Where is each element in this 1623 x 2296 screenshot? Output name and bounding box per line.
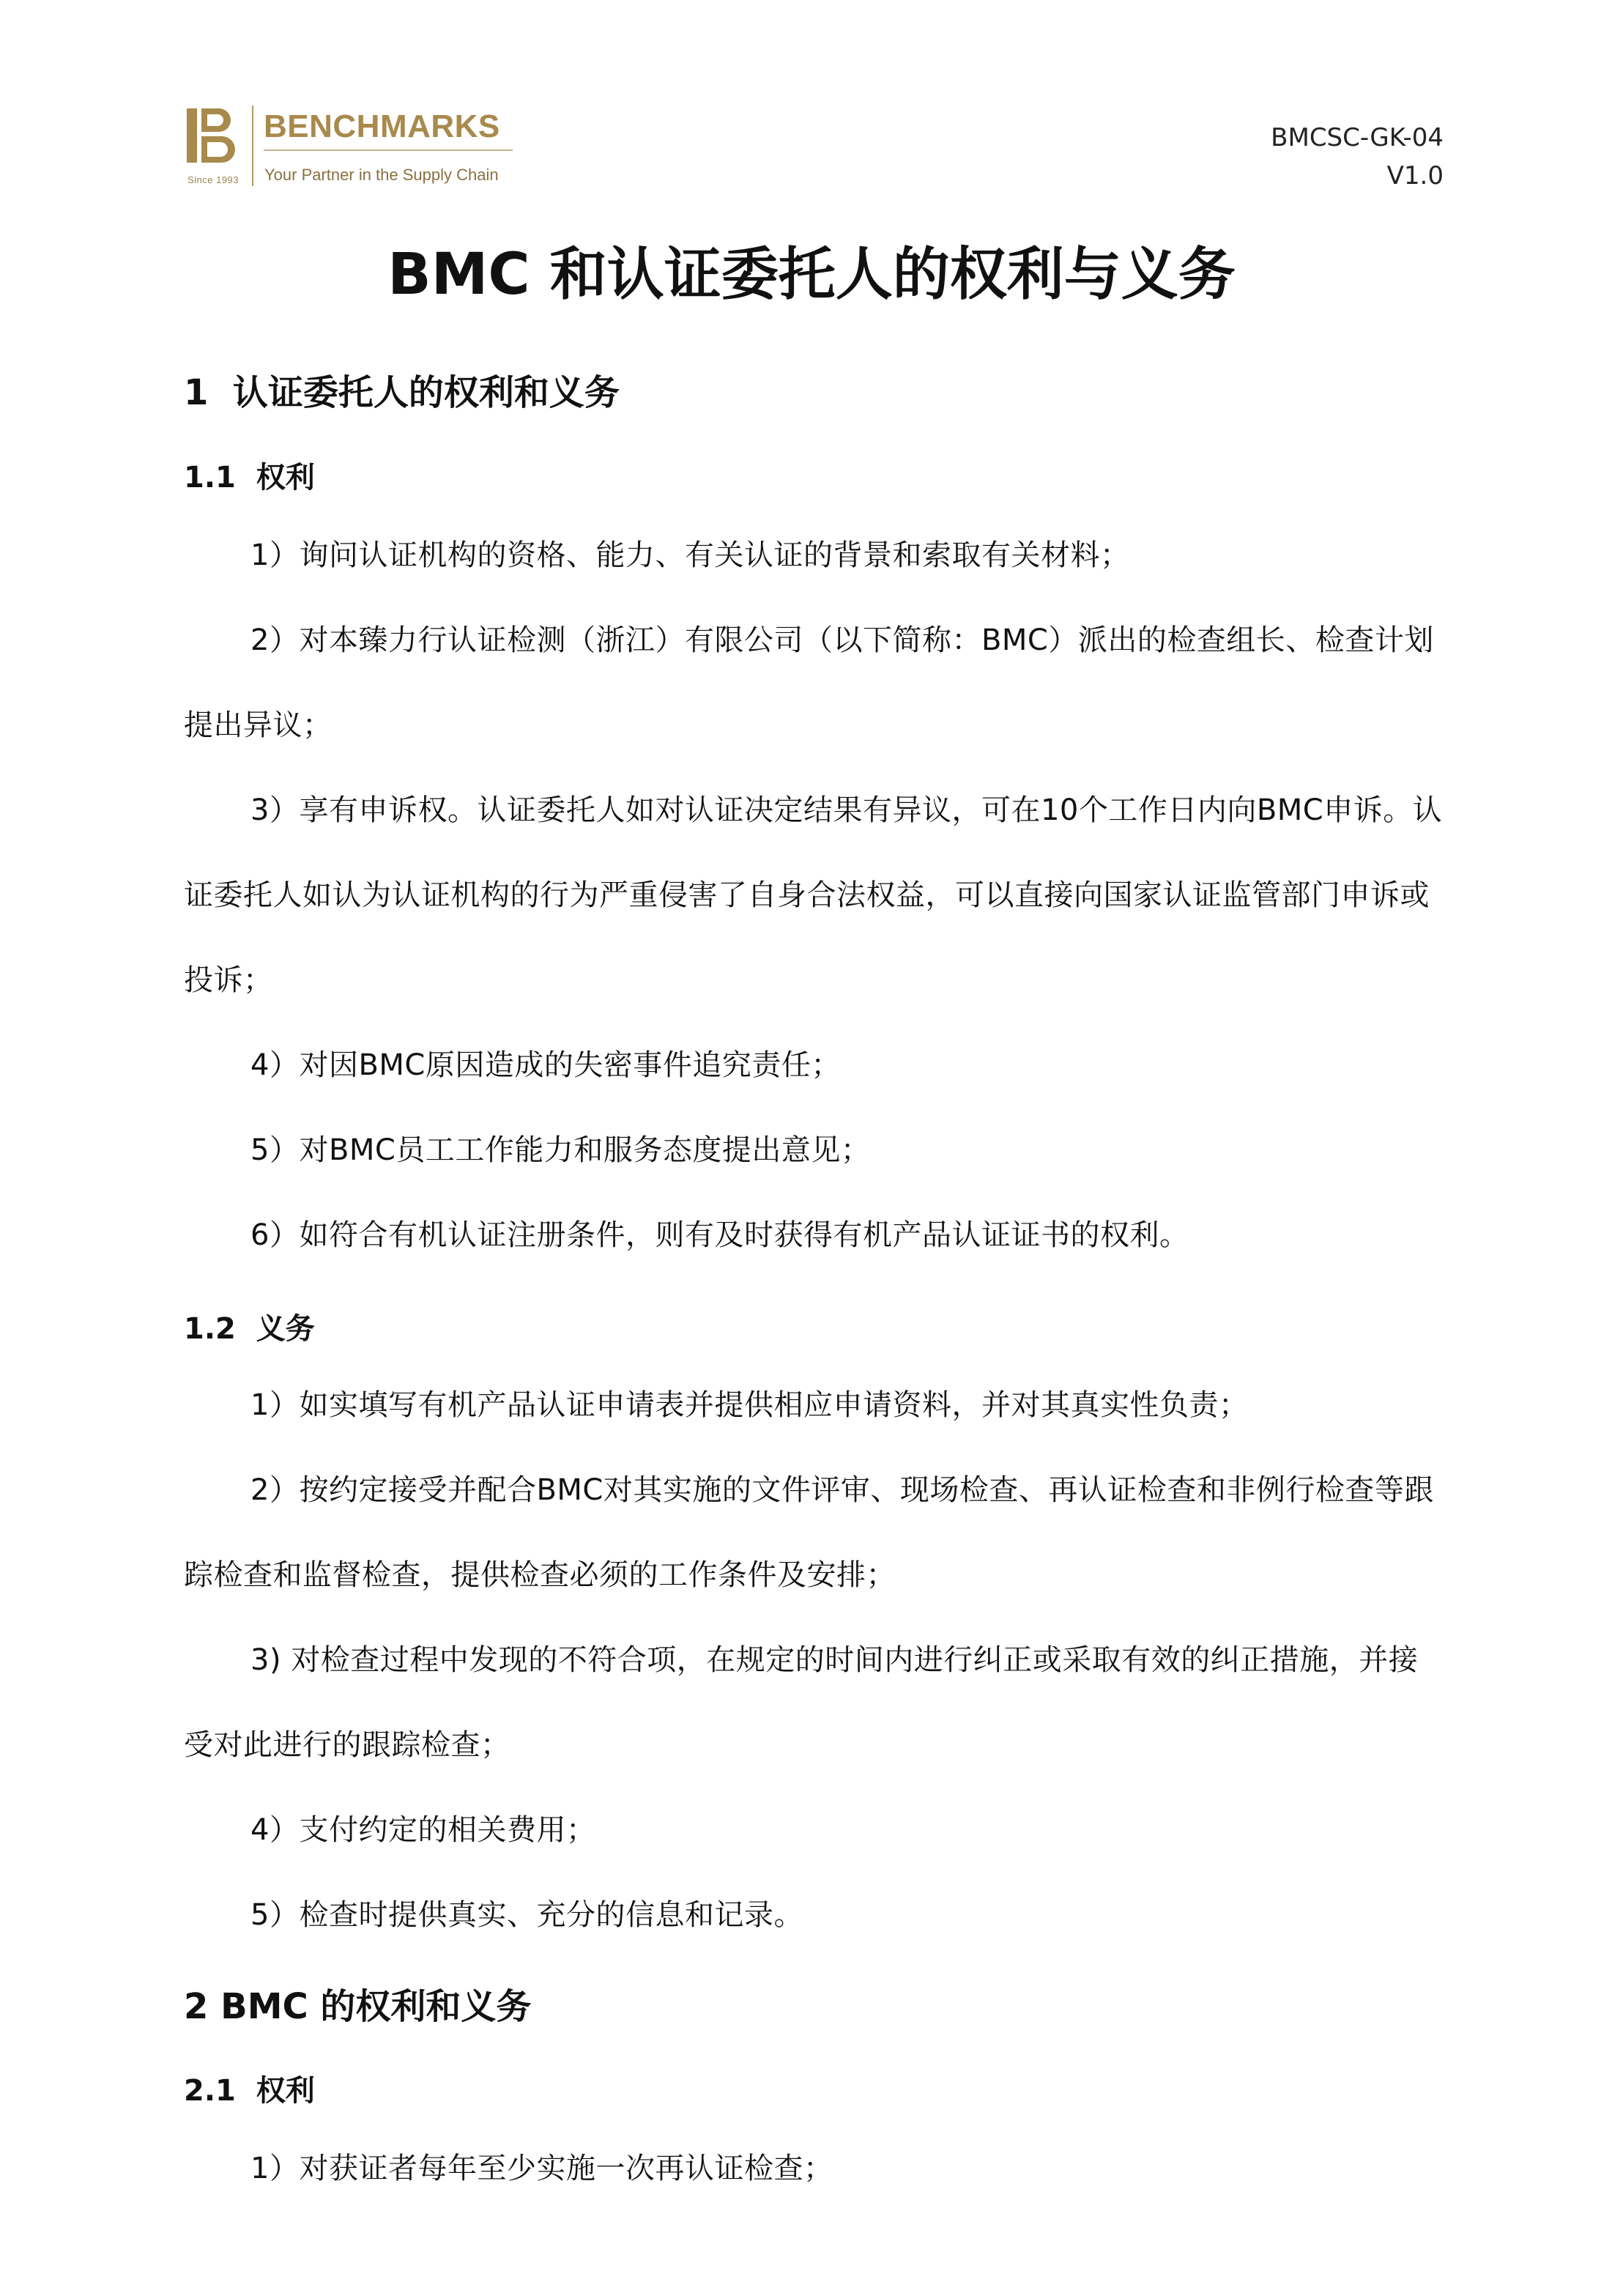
duties-item-3: 3) 对检查过程中发现的不符合项，在规定的时间内进行纠正或采取有效的纠正措施，并接受对此进行的跟踪检查； — [184, 1643, 1419, 1762]
duties-item-4: 4）支付约定的相关费用； — [250, 1813, 596, 1847]
duties-item-2: 2）按约定接受并配合BMC对其实施的文件评审、现场检查、再认证检查和非例行检查等跟踪检查和监督检查，提供检查必须的工作条件及安排； — [184, 1473, 1434, 1592]
benchmarks-logo — [185, 101, 522, 192]
document-code: BMCSC-GK-04 — [1271, 123, 1444, 152]
bmc-rights-item-1: 1）对获证者每年至少实施一次再认证检查； — [250, 2152, 833, 2185]
logo-brand-name: BENCHMARKS — [264, 108, 500, 144]
logo-rule — [264, 149, 513, 151]
logo-since: Since 1993 — [187, 174, 239, 185]
document-code-block — [1271, 119, 1444, 195]
benchmarks-b-mark-icon — [185, 104, 235, 167]
logo-tagline: Your Partner in the Supply Chain — [264, 166, 499, 184]
duties-item-5: 5）检查时提供真实、充分的信息和记录。 — [250, 1898, 803, 1932]
section-2-1-heading: 2.1 权利 — [184, 2074, 315, 2108]
rights-item-2: 2）对本臻力行认证检测（浙江）有限公司（以下简称：BMC）派出的检查组长、检查计划提出异议； — [184, 623, 1434, 742]
section-1-1-heading: 1.1 权利 — [184, 461, 315, 495]
rights-item-6: 6）如符合有机认证注册条件，则有及时获得有机产品认证证书的权利。 — [250, 1218, 1189, 1252]
rights-item-3: 3）享有申诉权。认证委托人如对认证决定结果有异议，可在10个工作日内向BMC申诉。认证委托人如认为认证机构的行为严重侵害了自身合法权益，可以直接向国家认证监管部门申诉或投诉； — [184, 793, 1443, 997]
rights-item-4: 4）对因BMC原因造成的失密事件追究责任； — [250, 1048, 841, 1082]
section-1-heading: 1 认证委托人的权利和义务 — [184, 372, 620, 413]
duties-item-1: 1）如实填写有机产品认证申请表并提供相应申请资料，并对其真实性负责； — [250, 1388, 1249, 1422]
document-version: V1.0 — [1386, 161, 1444, 190]
section-2-heading: 2 BMC 的权利和义务 — [184, 1986, 532, 2027]
rights-item-1: 1）询问认证机构的资格、能力、有关认证的背景和索取有关材料； — [250, 538, 1130, 572]
logo-divider — [252, 105, 253, 186]
rights-item-5: 5）对BMC员工工作能力和服务态度提出意见； — [250, 1133, 871, 1167]
section-1-2-heading: 1.2 义务 — [184, 1312, 315, 1346]
document-title: BMC 和认证委托人的权利与义务 — [387, 242, 1236, 308]
